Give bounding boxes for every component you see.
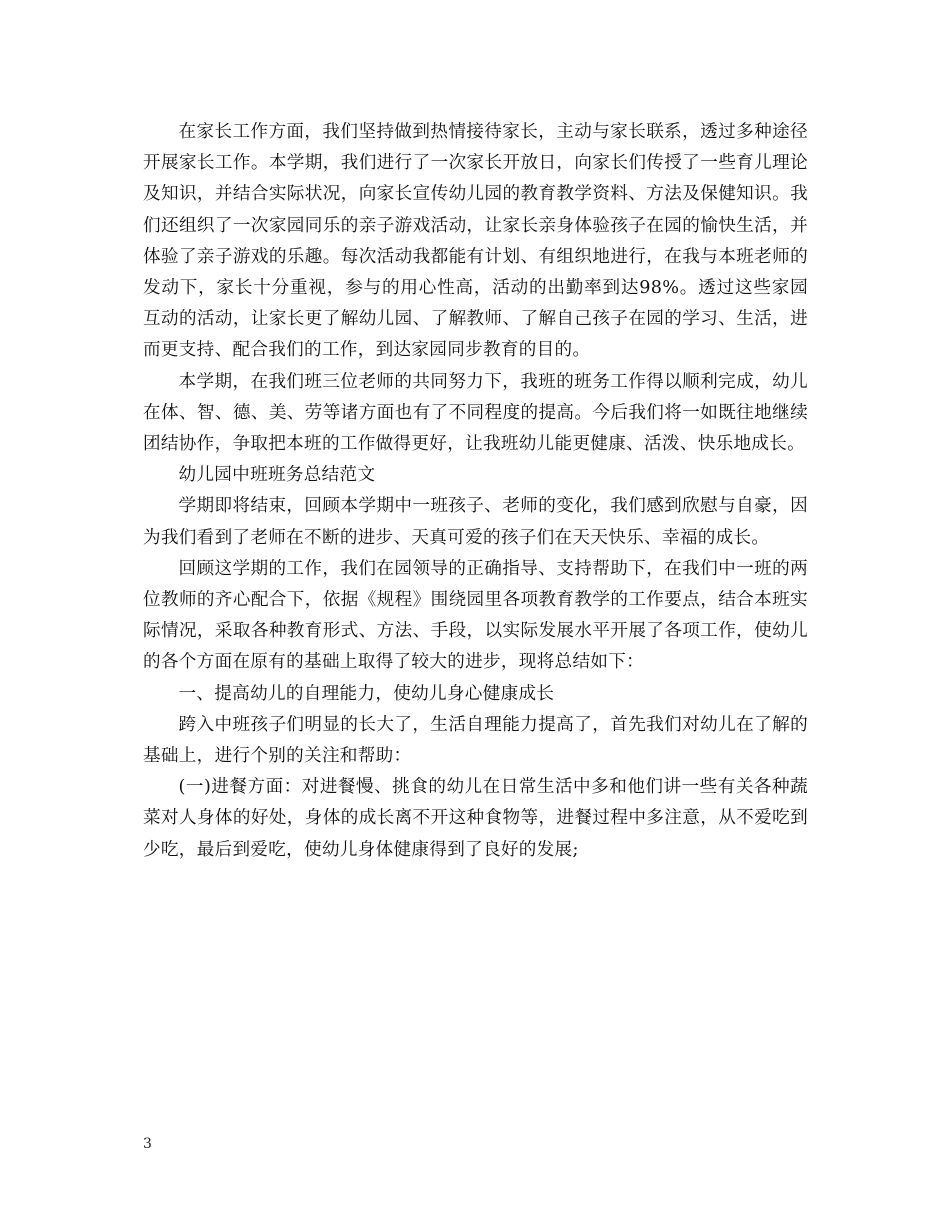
- page-number: 3: [143, 1136, 152, 1152]
- subheading-self-care: 一、提高幼儿的自理能力，使幼儿身心健康成长: [178, 683, 555, 704]
- paragraph-review: 回顾这学期的工作，我们在园领导的正确指导、支持帮助下，在我们中一班的两位教师的齐心配合下，依据《规程》围绕园里各项教育教学的工作要点，结合本班实际情况，采取各种教育形式、方法、手段，以实际发展水平开展了各项工作，使幼儿的各个方面在原有的基础上取得了较大的进步，现将总结如下：: [143, 558, 808, 673]
- paragraph-meals: (一)进餐方面：对进餐慢、挑食的幼儿在日常生活中多和他们讲一些有关各种蔬菜对人身体的好处，身体的成长离不开这种食物等，进餐过程中多注意，从不爱吃到少吃，最后到爱吃，使幼儿身体健康得到了良好的发展;: [143, 777, 808, 860]
- section-title: 幼儿园中班班务总结范文: [178, 465, 376, 486]
- document-body: [143, 117, 808, 866]
- paragraph-semester-end: 学期即将结束，回顾本学期中一班孩子、老师的变化，我们感到欣慰与自豪，因为我们看到了老师在不断的进步、天真可爱的孩子们在天天快乐、幸福的成长。: [143, 496, 808, 548]
- paragraph-parent-work: 在家长工作方面，我们坚持做到热情接待家长，主动与家长联系，透过多种途径开展家长工作。本学期，我们进行了一次家长开放日，向家长们传授了一些育儿理论及知识，并结合实际状况，向家长宣传幼儿园的教育教学资料、方法及保健知识。我们还组织了一次家园同乐的亲子游戏活动，让家长亲身体验孩子在园的愉快生活，并体验了亲子游戏的乐趣。每次活动我都能有计划、有组织地进行，在我与本班老师的发动下，家长十分重视，参与的用心性高，活动的出勤率到达98%。透过这些家园互动的活动，让家长更了解幼儿园、了解教师、了解自己孩子在园的学习、生活，进而更支持、配合我们的工作，到达家园同步教育的目的。: [143, 122, 808, 361]
- paragraph-semester-summary: 本学期，在我们班三位老师的共同努力下，我班的班务工作得以顺利完成，幼儿在体、智、德、美、劳等诸方面也有了不同程度的提高。今后我们将一如既往地继续团结协作，争取把本班的工作做得更好，让我班幼儿能更健康、活泼、快乐地成长。: [143, 371, 808, 455]
- paragraph-self-care-intro: 跨入中班孩子们明显的长大了，生活自理能力提高了，首先我们对幼儿在了解的基础上，进行个别的关注和帮助：: [143, 714, 808, 767]
